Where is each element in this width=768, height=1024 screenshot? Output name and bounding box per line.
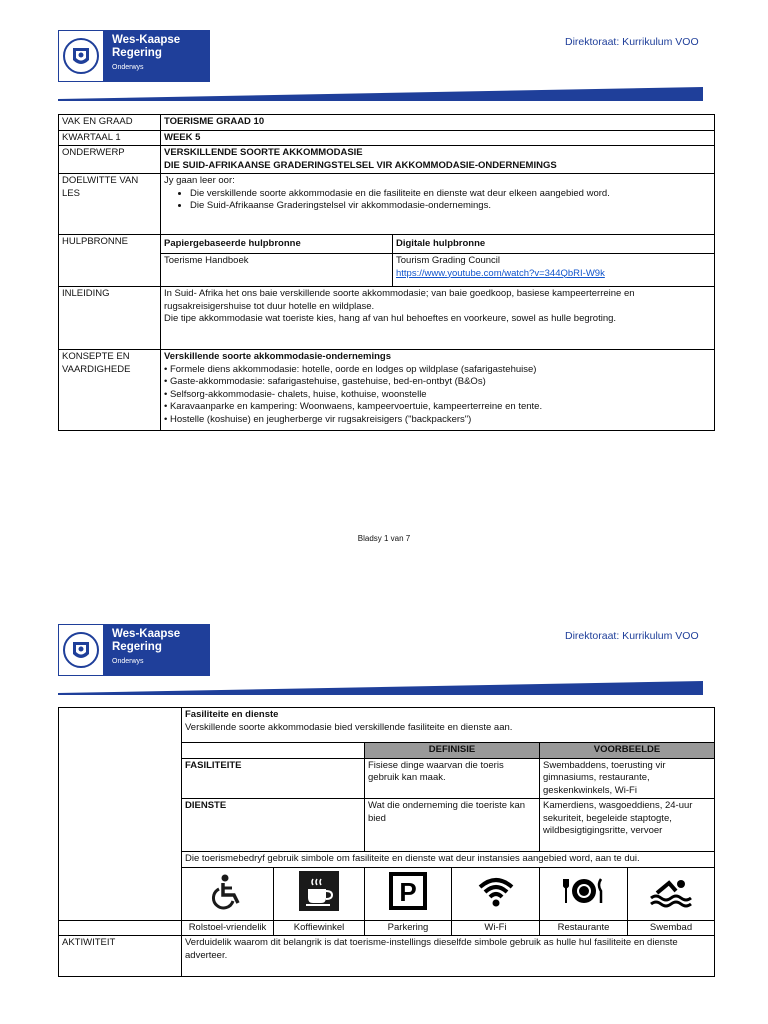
header-band	[58, 680, 703, 695]
wifi-icon	[476, 871, 516, 911]
kwartaal-value: WEEK 5	[161, 130, 715, 146]
onderwerp-line2: DIE SUID-AFRIKAANSE GRADERINGSTELSEL VIR AKKOMMODASIE-ONDERNEMINGS	[164, 159, 557, 171]
hulp-digital-head: Digitale hulpbronne	[393, 235, 715, 254]
icon-label: Rolstoel-vriendelik	[182, 920, 274, 936]
lesson-table	[58, 114, 715, 431]
logo-line3: Onderwys	[112, 658, 144, 665]
konsepte-head: Verskillende soorte akkommodasie-ondernemings	[164, 351, 392, 362]
doel-value	[161, 174, 715, 235]
logo-line2: Regering	[112, 641, 162, 653]
konsepte-item: • Karavaanparke en kampering: Woonwaens, kampeervoertuie, kampeerterreine en tente.	[164, 401, 543, 412]
fasiliteite-ex: Swembaddens, toerusting vir gimnasiums, restaurante, geskenkwinkels, Wi-Fi	[540, 758, 715, 799]
crest-icon	[58, 30, 104, 82]
hulp-label: HULPBRONNE	[59, 235, 161, 287]
onderwerp-value	[161, 146, 715, 174]
icon-label: Wi-Fi	[452, 920, 540, 936]
logo-line1: Wes-Kaapse	[112, 628, 181, 640]
coffee-icon	[299, 871, 339, 911]
doel-intro: Jy gaan leer oor:	[164, 175, 235, 186]
hulp-digital-item: Tourism Grading Council	[396, 255, 501, 266]
inleiding-p2: Die tipe akkommodasie wat toeriste kies, hang af van hul behoeftes en voorkeure, sowel as hulle begroting.	[164, 313, 617, 324]
swimming-icon	[649, 871, 693, 911]
page-footer: Bladsy 1 van 7	[357, 534, 411, 543]
logo-line2: Regering	[112, 47, 162, 59]
col-voorbeelde: VOORBEELDE	[540, 743, 715, 759]
icon-label: Restaurante	[540, 920, 628, 936]
table-row	[59, 115, 715, 131]
fas-intro: Verskillende soorte akkommodasie bied verskillende fasiliteite en dienste aan.	[185, 721, 513, 733]
crest-icon	[58, 624, 104, 676]
aktiwiteit-text: Verduidelik waarom dit belangrik is dat toerisme-instellings dieselfde simbole gebruik as hulle hul fasiliteite en dienste adverteer.	[182, 936, 715, 977]
aktiwiteit-label: AKTIWITEIT	[59, 936, 182, 977]
hulp-paper-item: Toerisme Handboek	[161, 254, 393, 287]
hulp-digital-cell	[393, 254, 715, 287]
doel-label: DOELWITTE VAN LES	[59, 174, 161, 235]
vak-value: TOERISME GRAAD 10	[161, 115, 715, 131]
konsepte-label: KONSEPTE EN VAARDIGHEDE	[59, 350, 161, 431]
symbols-text: Die toerismebedryf gebruik simbole om fasiliteite en dienste wat deur instansies aangebied word, aan te dui.	[182, 852, 715, 868]
fasiliteite-def: Fisiese dinge waarvan die toeris gebruik kan maak.	[365, 758, 540, 799]
icon-cell	[365, 867, 452, 920]
table-row	[59, 920, 715, 936]
onderwerp-label: ONDERWERP	[59, 146, 161, 174]
table-row	[59, 708, 715, 743]
doel-item: • Die Suid-Afrikaanse Graderingstelsel vir akkommodasie-ondernemings.	[190, 200, 711, 213]
empty-left-cell	[59, 708, 182, 921]
konsepte-item: • Selfsorg-akkommodasie- chalets, huise, kothuise, woonstelle	[164, 388, 427, 400]
inleiding-label: INLEIDING	[59, 287, 161, 350]
facilities-table	[58, 707, 715, 977]
inleiding-value	[161, 287, 715, 350]
icon-cell	[628, 867, 715, 920]
directorate-label: Direktoraat: Kurrikulum VOO	[565, 630, 699, 642]
logo	[58, 624, 210, 676]
empty-left-cell	[59, 920, 182, 936]
table-row	[59, 350, 715, 431]
doel-item: • Die verskillende soorte akkommodasie en die fasiliteite en dienste wat deur elkeen aangebied word.	[190, 188, 711, 201]
table-row	[59, 174, 715, 235]
parking-glyph: P	[399, 877, 417, 908]
icon-label: Swembad	[628, 920, 715, 936]
blank-header-cell	[182, 743, 365, 759]
table-row	[59, 235, 715, 254]
parking-icon	[389, 872, 427, 910]
table-row	[59, 130, 715, 146]
konsepte-item: • Formele diens akkommodasie: hotelle, oorde en lodges op wildplase (safarigastehuise)	[164, 363, 537, 375]
table-row	[59, 287, 715, 350]
onderwerp-line1: VERSKILLENDE SOORTE AKKOMMODASIE	[164, 147, 363, 158]
header-band	[58, 86, 703, 101]
konsepte-item: • Hostelle (koshuise) en jeugherberge vir rugsakreisigers ("backpackers")	[164, 413, 472, 425]
dienste-ex: Kamerdiens, wasgoeddiens, 24-uur sekuriteit, begeleide staptogte, wildbesigtigingsritte, vervoer	[540, 799, 715, 852]
table-row	[59, 146, 715, 174]
fasiliteite-label: FASILITEITE	[182, 758, 365, 799]
restaurant-icon	[562, 871, 606, 911]
fas-head: Fasiliteite en dienste	[185, 709, 279, 720]
table-row	[59, 936, 715, 977]
hulp-paper-head: Papiergebaseerde hulpbronne	[161, 235, 393, 254]
icon-label: Parkering	[365, 920, 452, 936]
fas-heading-cell	[182, 708, 715, 743]
logo-line1: Wes-Kaapse	[112, 34, 181, 46]
icon-cell	[540, 867, 628, 920]
col-definisie: DEFINISIE	[365, 743, 540, 759]
icon-label: Koffiewinkel	[274, 920, 365, 936]
dienste-def: Wat die onderneming die toeriste kan bied	[365, 799, 540, 852]
directorate-label: Direktoraat: Kurrikulum VOO	[565, 36, 699, 48]
icon-cell	[452, 867, 540, 920]
logo-line3: Onderwys	[112, 64, 144, 71]
inleiding-p1: In Suid- Afrika het ons baie verskillende soorte akkommodasie; van baie goedkoop, basiese kampeerterreine en rugsakreisigershuise tot duur hotelle en wildplase.	[164, 288, 635, 312]
icon-cell	[182, 867, 274, 920]
konsepte-value	[161, 350, 715, 431]
dienste-label: DIENSTE	[182, 799, 365, 852]
wheelchair-icon	[208, 871, 248, 911]
vak-label: VAK EN GRAAD	[59, 115, 161, 131]
icon-cell	[274, 867, 365, 920]
logo	[58, 30, 210, 82]
youtube-link[interactable]: https://www.youtube.com/watch?v=344QbRI-W9k	[396, 267, 605, 279]
konsepte-item: • Gaste-akkommodasie: safarigastehuise, gastehuise, bed-en-ontbyt (B&Os)	[164, 376, 486, 387]
kwartaal-label: KWARTAAL 1	[59, 130, 161, 146]
